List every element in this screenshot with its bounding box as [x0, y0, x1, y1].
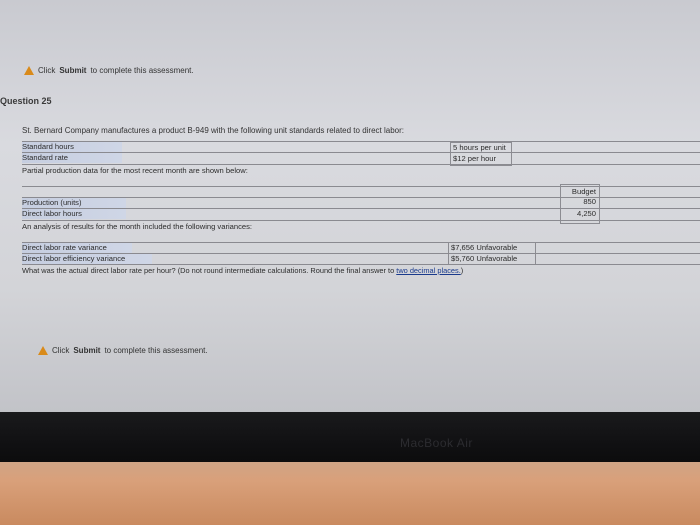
production-row-label: Production (units) [22, 198, 126, 208]
warning-icon [38, 346, 48, 355]
question-title: Question 25 [0, 96, 52, 106]
rate-variance-value: $7,656 Unfavorable [451, 243, 518, 252]
standards-label-hours: Standard hours [22, 142, 122, 152]
question-text [22, 266, 463, 276]
submit-instruction-top [24, 66, 194, 75]
table-divider [22, 264, 700, 265]
efficiency-variance-label: Direct labor efficiency variance [22, 254, 152, 264]
question-end: ) [460, 266, 464, 275]
efficiency-variance-value: $5,760 Unfavorable [451, 254, 518, 263]
submit-instruction-bottom [38, 346, 208, 355]
submit-link[interactable]: Submit [73, 346, 101, 355]
desk-surface [0, 462, 700, 525]
partial-intro: Partial production data for the most recent month are shown below: [22, 166, 248, 175]
laptop-bezel [0, 412, 700, 462]
labor-hours-row-value: 4,250 [576, 209, 596, 218]
question-body: What was the actual direct labor rate per hour? (Do not round intermediate calculations. Round the final answer to [22, 266, 397, 275]
standards-value-rate: $12 per hour [453, 154, 497, 163]
standards-value-hours: 5 hours per unit [453, 143, 506, 152]
question-intro: St. Bernard Company manufactures a product B-949 with the following unit standards related to direct labor: [22, 126, 404, 135]
table-divider [22, 141, 700, 142]
production-row-value: 850 [583, 197, 596, 206]
table-divider [22, 220, 700, 221]
rate-variance-label: Direct labor rate variance [22, 243, 132, 253]
decimal-places-link[interactable]: two decimal places. [396, 266, 461, 275]
click-word: Click [52, 346, 70, 355]
warning-icon [24, 66, 34, 75]
submit-link[interactable]: Submit [59, 66, 87, 75]
table-divider [22, 164, 700, 165]
standards-label-rate: Standard rate [22, 153, 122, 163]
bezel-label: MacBook Air [400, 436, 473, 450]
click-word: Click [38, 66, 56, 75]
table-divider [22, 152, 700, 153]
analysis-intro: An analysis of results for the month included the following variances: [22, 222, 253, 231]
labor-hours-row-label: Direct labor hours [22, 209, 126, 219]
instruction-text: to complete this assessment. [90, 66, 194, 75]
budget-header: Budget [571, 187, 596, 196]
instruction-text: to complete this assessment. [104, 346, 208, 355]
